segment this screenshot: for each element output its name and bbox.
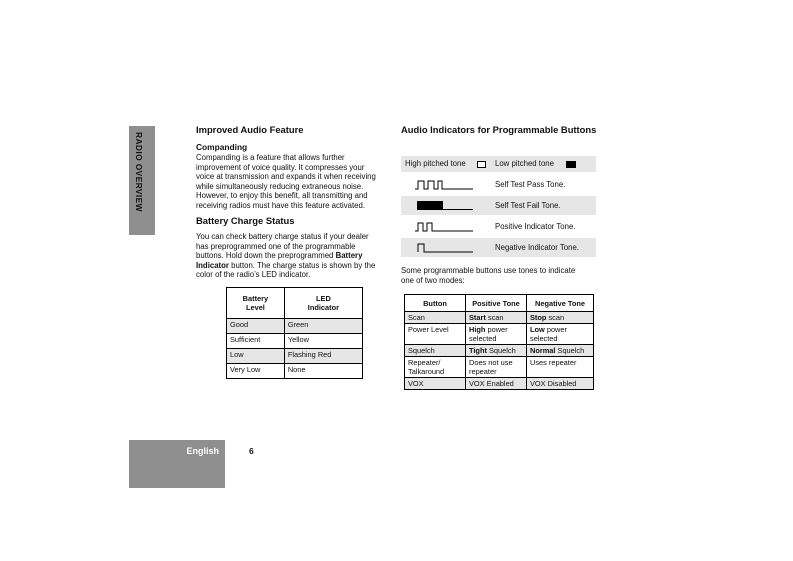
battery-paragraph <box>196 232 396 280</box>
text-line: You can check battery charge status if your dealer <box>196 232 369 241</box>
section-title-audio-indicators: Audio Indicators for Programmable Buttons <box>401 124 597 135</box>
text-line: improvement of voice quality. It compresses your <box>196 162 365 172</box>
battery-level-cell: Sufficient <box>227 334 285 349</box>
button-cell: VOX <box>405 378 466 390</box>
low-tone-box-icon <box>566 161 576 168</box>
text-line: has preprogrammed one of the programmable <box>196 241 356 251</box>
battery-level-cell: Very Low <box>227 364 285 379</box>
indicator-row-self-test-fail <box>401 196 596 215</box>
companding-paragraph <box>196 153 396 211</box>
text-line: voice at transmission and expands it when receiving <box>196 172 376 182</box>
table-row <box>405 357 594 378</box>
indicator-label: Self Test Fail Tone. <box>495 201 561 210</box>
indicator-label: Negative Indicator Tone. <box>495 243 579 252</box>
positive-tone-cell: Start scan <box>466 312 527 324</box>
table-row <box>405 378 594 390</box>
subsection-title-companding: Companding <box>196 142 248 152</box>
column-header-battery-level: Battery Level <box>227 288 285 319</box>
text-line: one of two modes: <box>401 275 465 285</box>
column-header-led-indicator: LED Indicator <box>284 288 362 319</box>
table-row <box>405 345 594 357</box>
negative-tone-cell: Uses repeater <box>527 357 594 378</box>
positive-tone-cell: VOX Enabled <box>466 378 527 390</box>
high-tone-label: High pitched tone <box>405 159 466 168</box>
button-cell: Power Level <box>405 324 466 345</box>
tone-legend-row <box>401 156 596 172</box>
table-row <box>405 312 594 324</box>
table-header-row <box>227 288 363 319</box>
text-line: while simultaneously reducing extraneous noise. <box>196 181 364 191</box>
column-header-negative-tone: Negative Tone <box>527 295 594 312</box>
negative-tone-cell: Stop scan <box>527 312 594 324</box>
modes-table <box>404 294 594 390</box>
text-line: Companding is a feature that allows further <box>196 153 345 162</box>
table-row <box>227 334 363 349</box>
battery-level-cell: Good <box>227 319 285 334</box>
text-line: color of the radio’s LED indicator. <box>196 270 311 280</box>
indicator-row-positive <box>401 219 596 235</box>
negative-tone-cell: Low power selected <box>527 324 594 345</box>
section-title-battery: Battery Charge Status <box>196 215 295 226</box>
table-row <box>227 349 363 364</box>
led-indicator-cell: Yellow <box>284 334 362 349</box>
table-header-row <box>405 295 594 312</box>
negative-tone-cell: Normal Squelch <box>527 345 594 357</box>
button-cell: Scan <box>405 312 466 324</box>
battery-table <box>226 287 363 379</box>
column-header-positive-tone: Positive Tone <box>466 295 527 312</box>
positive-tone-cell: High power selected <box>466 324 527 345</box>
indicator-row-negative <box>401 238 596 257</box>
side-tab-label: RADIO OVERVIEW <box>134 132 144 212</box>
side-tab <box>129 126 155 235</box>
text-line: receiving radios must have this feature activated. <box>196 200 366 210</box>
pass-waveform-icon <box>415 180 473 190</box>
indicator-row-self-test-pass <box>401 177 596 193</box>
negative-waveform-icon <box>415 242 473 253</box>
indicator-label: Self Test Pass Tone. <box>495 180 566 189</box>
led-indicator-cell: None <box>284 364 362 379</box>
low-tone-label: Low pitched tone <box>495 159 554 168</box>
indicator-label: Positive Indicator Tone. <box>495 222 576 231</box>
modes-intro <box>401 266 601 285</box>
column-header-button: Button <box>405 295 466 312</box>
text-line: Indicator button. The charge status is shown by the <box>196 260 376 270</box>
language-tab <box>129 440 225 488</box>
table-row <box>227 319 363 334</box>
high-tone-box-icon <box>477 161 486 168</box>
negative-tone-cell: VOX Disabled <box>527 378 594 390</box>
section-title-audio: Improved Audio Feature <box>196 124 304 135</box>
positive-waveform-icon <box>415 222 473 232</box>
battery-level-cell: Low <box>227 349 285 364</box>
language-label: English <box>186 446 219 456</box>
table-row <box>227 364 363 379</box>
led-indicator-cell: Green <box>284 319 362 334</box>
table-row <box>405 324 594 345</box>
button-cell: Repeater/ Talkaround <box>405 357 466 378</box>
text-line: However, to enjoy this benefit, all transmitting and <box>196 191 368 201</box>
fail-waveform-icon <box>415 200 473 211</box>
positive-tone-cell: Does not use repeater <box>466 357 527 378</box>
button-cell: Squelch <box>405 345 466 357</box>
positive-tone-cell: Tight Squelch <box>466 345 527 357</box>
page-number: 6 <box>249 446 254 456</box>
led-indicator-cell: Flashing Red <box>284 349 362 364</box>
text-line: Some programmable buttons use tones to indicate <box>401 266 576 275</box>
text-line: buttons. Hold down the preprogrammed Battery <box>196 251 363 261</box>
